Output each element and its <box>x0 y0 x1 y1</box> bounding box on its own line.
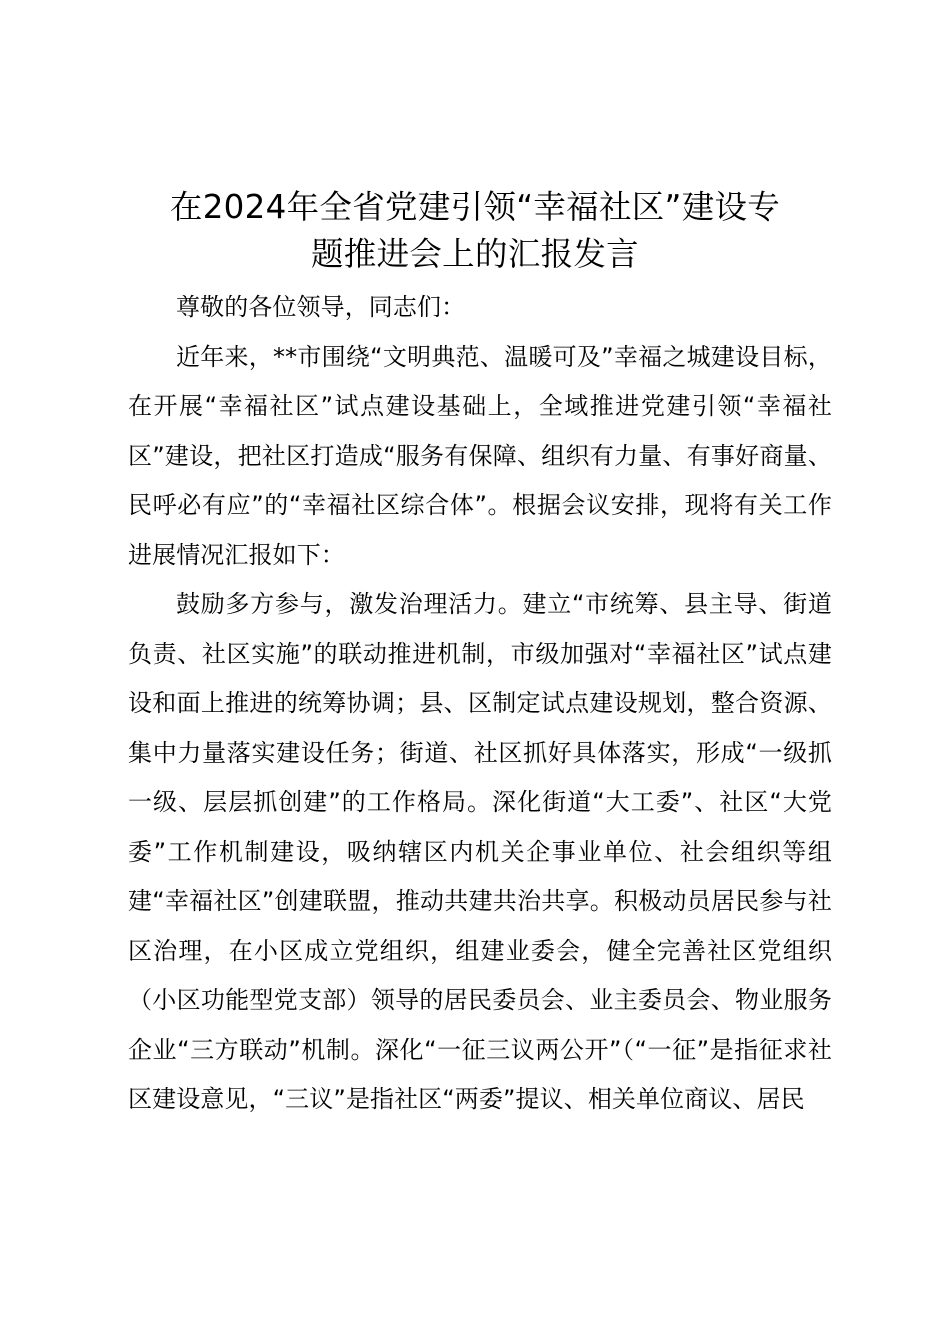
salutation: 尊敬的各位领导，同志们： <box>176 293 466 321</box>
document-title <box>120 184 830 278</box>
document-body <box>128 283 832 1125</box>
title-line-1: 在2024年全省党建引领“幸福社区”建设专 <box>169 188 781 226</box>
paragraph-participation: 鼓励多方参与，激发治理活力。建立“市统筹、县主导、街道负责、社区实施”的联动推进机制，市级加强对“幸福社区”试点建设和面上推进的统筹协调；县、区制定试点建设规划，整合资源、集中力量落实建设任务；街道、社区抓好具体落实，形成“一级抓一级、层层抓创建”的工作格局。深化街道“大工委”、社区“大党委”工作机制建设，吸纳辖区内机关企事业单位、社会组织等组建“幸福社区”创建联盟，推动共建共治共享。积极动员居民参与社区治理，在小区成立党组织，组建业委会，健全完善社区党组织（小区功能型党支部）领导的居民委员会、业主委员会、物业服务企业“三方联动”机制。深化“一征三议两公开”（“一征”是指征求社区建设意见，“三议”是指社区“两委”提议、相关单位商议、居民 <box>128 590 832 1113</box>
title-line-2: 题推进会上的汇报发言 <box>310 235 639 273</box>
paragraph-intro: 近年来，**市围绕“文明典范、温暖可及”幸福之城建设目标，在开展“幸福社区”试点建设基础上，全域推进党建引领“幸福社区”建设，把社区打造成“服务有保障、组织有力量、有事好商量、民呼必有应”的“幸福社区综合体”。根据会议安排，现将有关工作进展情况汇报如下： <box>128 342 832 569</box>
